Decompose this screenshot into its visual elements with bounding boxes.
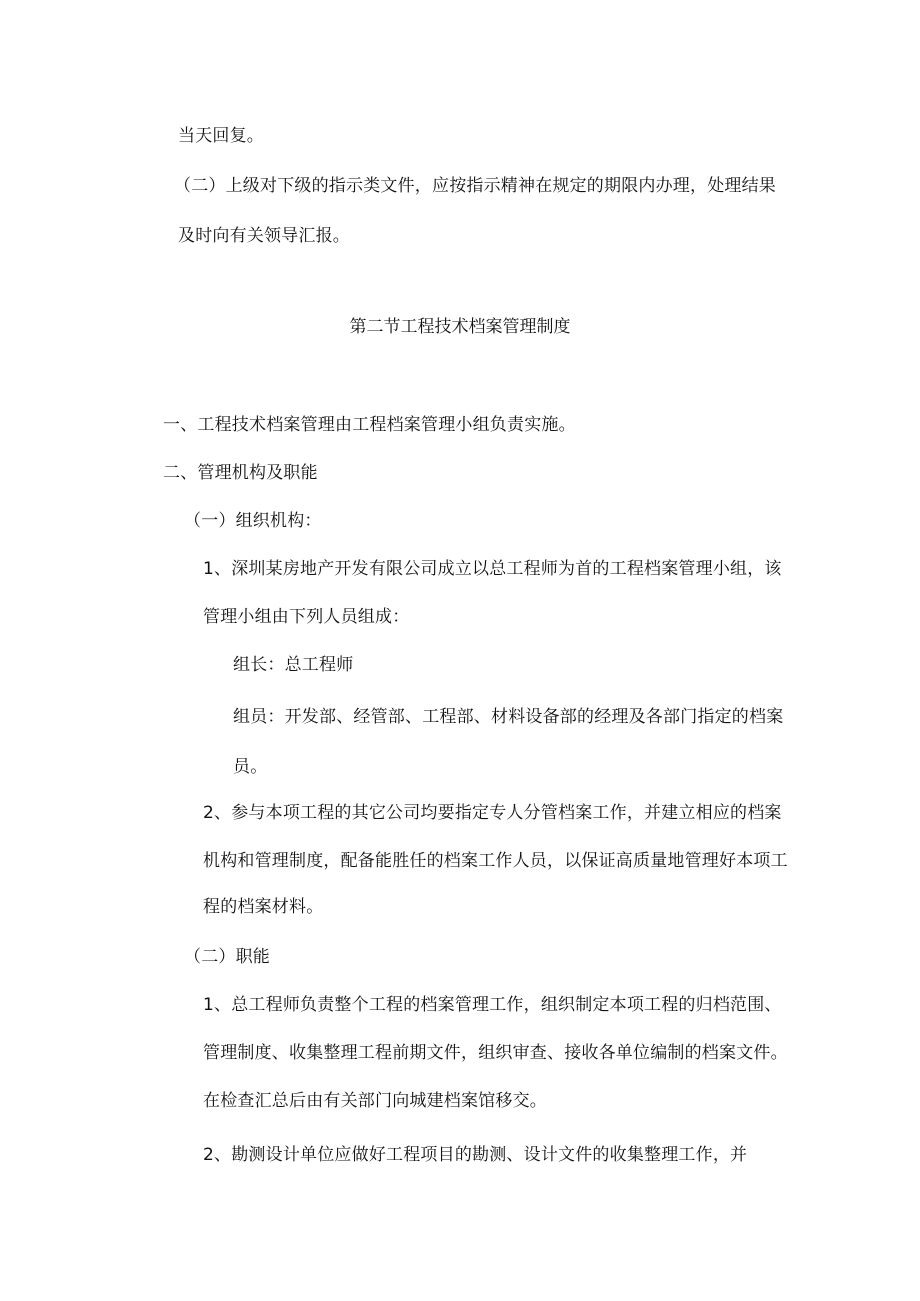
paragraph-line: 在检查汇总后由有关部门向城建档案馆移交。 — [203, 1091, 547, 1111]
paragraph-line: 1、深圳某房地产开发有限公司成立以总工程师为首的工程档案管理小组，该 — [203, 559, 782, 579]
paragraph-line: 2、勘测设计单位应做好工程项目的勘测、设计文件的收集整理工作，并 — [203, 1145, 748, 1165]
paragraph-line: 程的档案材料。 — [203, 897, 324, 917]
paragraph-line: （一）组织机构： — [184, 511, 322, 531]
paragraph-line: 机构和管理制度，配备能胜任的档案工作人员，以保证高质量地管理好本项工 — [203, 851, 788, 871]
paragraph-line: 组长：总工程师 — [233, 655, 354, 675]
paragraph-line: 员。 — [233, 757, 268, 777]
paragraph-line: 及时向有关领导汇报。 — [178, 226, 350, 246]
paragraph-line: 一、工程技术档案管理由工程档案管理小组负责实施。 — [163, 415, 576, 435]
paragraph-line: 管理小组由下列人员组成： — [203, 607, 410, 627]
paragraph-line: （二）上级对下级的指示类文件，应按指示精神在规定的期限内办理，处理结果 — [174, 176, 776, 196]
paragraph-line: 二、管理机构及职能 — [163, 463, 318, 483]
paragraph-line: 当天回复。 — [178, 126, 264, 146]
paragraph-line: 2、参与本项工程的其它公司均要指定专人分管档案工作，并建立相应的档案 — [203, 803, 782, 823]
paragraph-line: （二）职能 — [184, 947, 270, 967]
paragraph-line: 1、总工程师负责整个工程的档案管理工作，组织制定本项工程的归档范围、 — [203, 995, 782, 1015]
paragraph-line: 管理制度、收集整理工程前期文件，组织审查、接收各单位编制的档案文件。 — [203, 1043, 788, 1063]
paragraph-line: 组员：开发部、经管部、工程部、材料设备部的经理及各部门指定的档案 — [233, 707, 784, 727]
section-heading: 第二节工程技术档案管理制度 — [349, 317, 571, 337]
